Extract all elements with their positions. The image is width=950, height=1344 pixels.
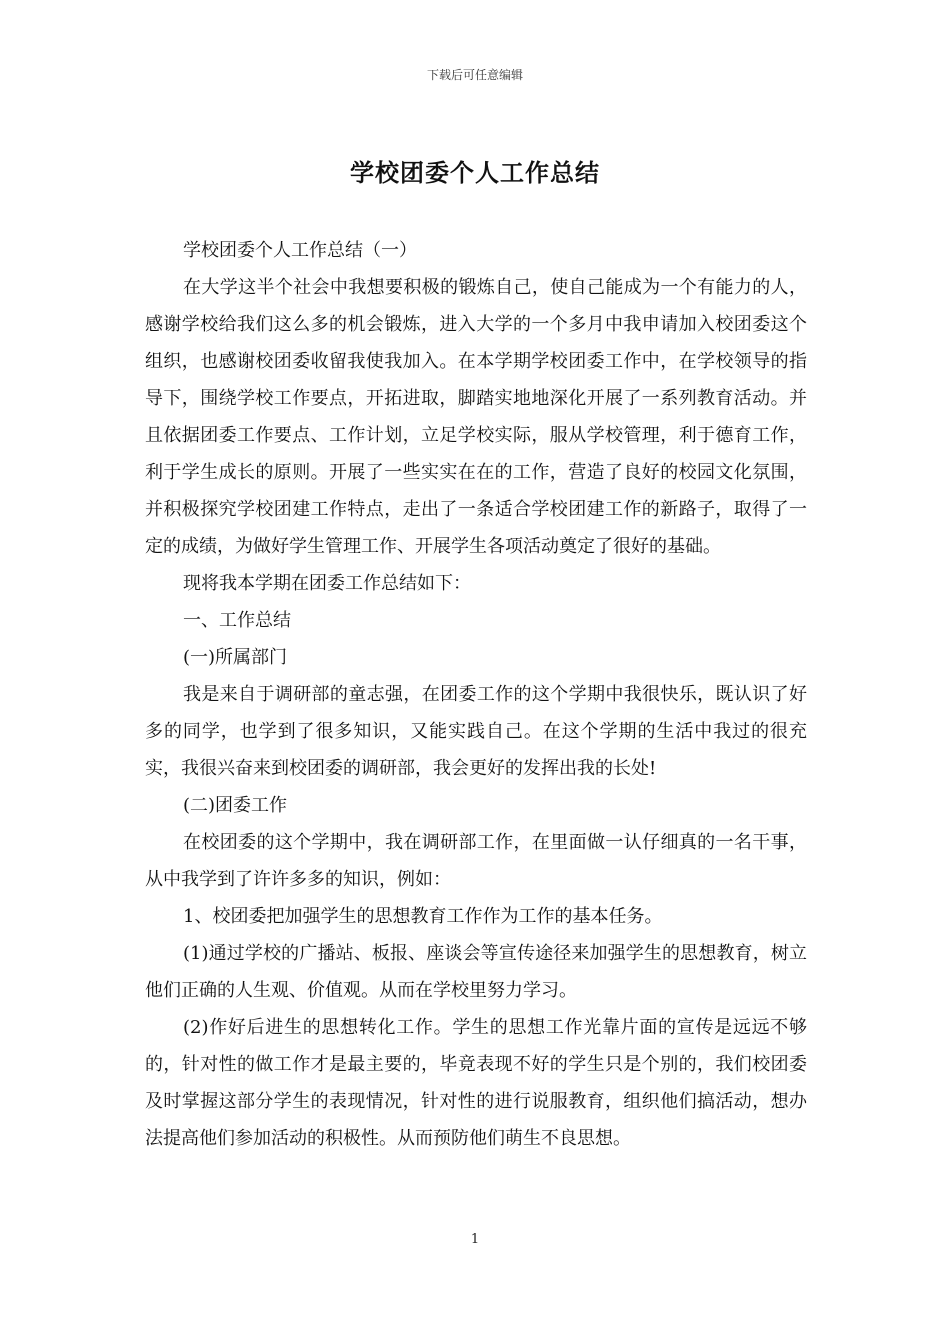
list-item: (1)通过学校的广播站、板报、座谈会等宣传途径来加强学生的思想教育，树立他们正确的人生观、价值观。从而在学校里努力学习。: [145, 943, 807, 1001]
body-paragraph: 在校团委的这个学期中，我在调研部工作，在里面做一认仔细真的一名干事，从中我学到了许许多多的知识，例如：: [145, 832, 807, 890]
subsection-heading: (二)团委工作: [183, 795, 288, 816]
page-number: 1: [470, 1232, 480, 1247]
document-body: [145, 232, 807, 1157]
body-paragraph: 现将我本学期在团委工作总结如下：: [183, 573, 471, 594]
section-heading: 学校团委个人工作总结（一）: [183, 240, 417, 261]
header-note: 下载后可任意编辑: [426, 68, 523, 82]
body-paragraph: 我是来自于调研部的童志强，在团委工作的这个学期中我很快乐，既认识了好多的同学，也学到了很多知识，又能实践自己。在这个学期的生活中我过的很充实，我很兴奋来到校团委的调研部，我会更好的发挥出我的长处!: [145, 684, 807, 779]
body-paragraph: 在大学这半个社会中我想要积极的锻炼自己，使自己能成为一个有能力的人，感谢学校给我们这么多的机会锻炼，进入大学的一个多月中我申请加入校团委这个组织，也感谢校团委收留我使我加入。在本学期学校团委工作中，在学校领导的指导下，围绕学校工作要点，开拓进取，脚踏实地地深化开展了一系列教育活动。并且依据团委工作要点、工作计划，立足学校实际，服从学校管理，利于德育工作，利于学生成长的原则。开展了一些实实在在的工作，营造了良好的校园文化氛围，并积极探究学校团建工作特点，走出了一条适合学校团建工作的新路子，取得了一定的成绩，为做好学生管理工作、开展学生各项活动奠定了很好的基础。: [145, 277, 807, 557]
subsection-heading: (一)所属部门: [183, 647, 288, 668]
section-heading: 一、工作总结: [183, 610, 291, 631]
list-item: 1、校团委把加强学生的思想教育工作作为工作的基本任务。: [183, 906, 663, 927]
list-item: (2)作好后进生的思想转化工作。学生的思想工作光靠片面的宣传是远远不够的，针对性的做工作才是最主要的，毕竟表现不好的学生只是个别的，我们校团委及时掌握这部分学生的表现情况，针对性的进行说服教育，组织他们搞活动，想办法提高他们参加活动的积极性。从而预防他们萌生不良思想。: [145, 1017, 807, 1149]
document-title: 学校团委个人工作总结: [350, 159, 600, 187]
